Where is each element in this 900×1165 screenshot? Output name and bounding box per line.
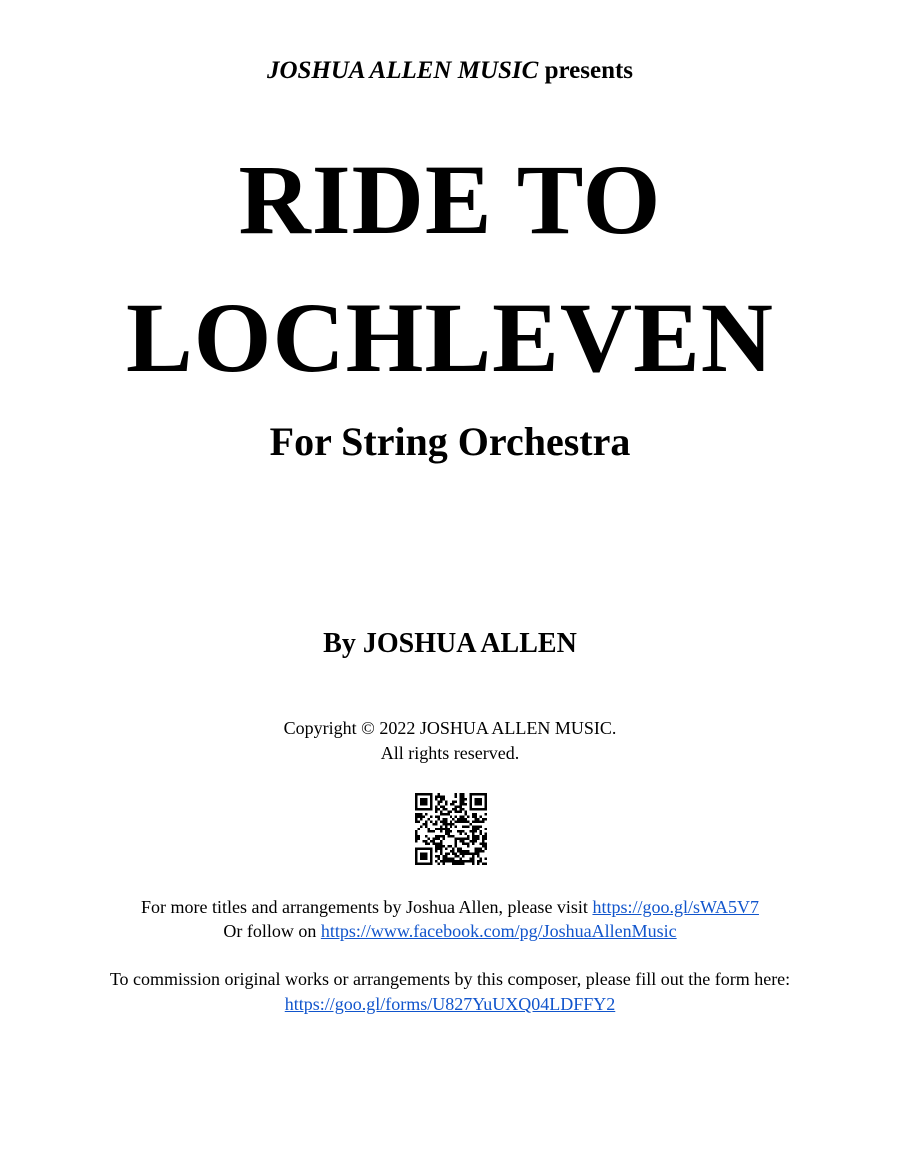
facebook-link[interactable]: https://www.facebook.com/pg/JoshuaAllenMusic — [320, 921, 677, 941]
form-line — [0, 992, 900, 1016]
commission-form-link[interactable]: https://goo.gl/forms/U827YuUXQ04LDFFY2 — [284, 994, 616, 1014]
presents-word: presents — [544, 57, 634, 84]
rights-line: All rights reserved. — [380, 743, 520, 763]
title-line-2: LOCHLEVEN — [125, 282, 774, 393]
qr-code-icon — [415, 793, 487, 865]
visit-line — [0, 895, 900, 919]
visit-text: For more titles and arrangements by Joshua Allen, please visit — [141, 897, 588, 917]
website-link[interactable]: https://goo.gl/sWA5V7 — [592, 897, 759, 917]
commission-line: To commission original works or arrangements by this composer, please fill out the form here: — [109, 969, 791, 989]
composer-byline: By JOSHUA ALLEN — [323, 628, 577, 659]
publisher-brand: JOSHUA ALLEN MUSIC — [266, 57, 539, 84]
copyright-line: Copyright © 2022 JOSHUA ALLEN MUSIC. — [283, 718, 617, 738]
presents-line — [0, 55, 900, 87]
follow-line — [0, 919, 900, 943]
title-line-1: RIDE TO — [238, 144, 662, 255]
follow-text: Or follow on — [223, 921, 317, 941]
subtitle: For String Orchestra — [269, 419, 631, 464]
